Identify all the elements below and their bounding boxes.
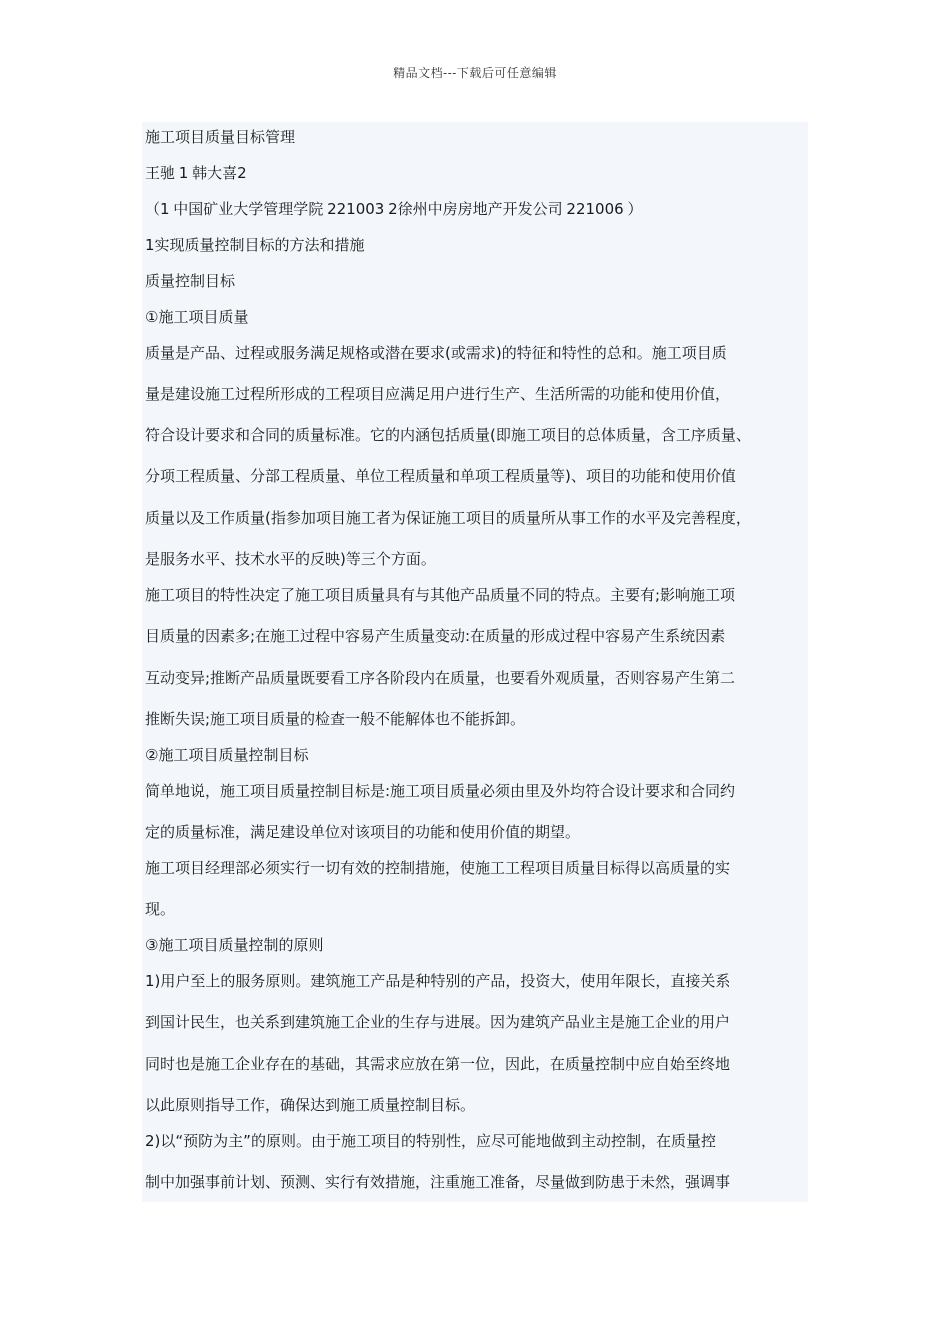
paragraph-line: 同时也是施工企业存在的基础，其需求应放在第一位，因此，在质量控制中应自始至终地 [145,1055,731,1073]
paragraph-line: 到国计民生，也关系到建筑施工企业的生存与进展。因为建筑产品业主是施工企业的用户 [145,1013,731,1031]
document-title: 施工项目质量目标管理 [145,128,296,146]
paragraph-line: 简单地说，施工项目质量控制目标是:施工项目质量必须由里及外均符合设计要求和合同约 [145,782,736,800]
document-affiliation: （1 中国矿业大学管理学院 221003 2徐州中房房地产开发公司 221006 ） [145,200,643,218]
document-authors: 王驰 1 韩大喜2 [145,164,247,182]
paragraph-line: 质量以及工作质量(指参加项目施工者为保证施工项目的质量所从事工作的水平及完善程度， [145,509,751,527]
item-heading-2: ②施工项目质量控制目标 [145,746,309,764]
page-header: 精品文档---下载后可任意编辑 [393,66,557,80]
paragraph-line: 推断失误;施工项目质量的检查一般不能解体也不能拆卸。 [145,710,526,728]
paragraph-line: 1)用户至上的服务原则。建筑施工产品是种特别的产品，投资大，使用年限长，直接关系 [145,972,731,990]
item-heading-3: ③施工项目质量控制的原则 [145,936,324,954]
document-body [142,122,808,1202]
paragraph-line: 互动变异;推断产品质量既要看工序各阶段内在质量，也要看外观质量，否则容易产生第二 [145,669,736,687]
paragraph-line: 施工项目的特性决定了施工项目质量具有与其他产品质量不同的特点。主要有;影响施工项 [145,586,736,604]
paragraph-line: 制中加强事前计划、预测、实行有效措施，注重施工准备，尽量做到防患于未然，强调事 [145,1173,731,1191]
paragraph-line: 2)以“预防为主”的原则。由于施工项目的特别性，应尽可能地做到主动控制，在质量控 [145,1132,716,1150]
paragraph-line: 定的质量标准，满足建设单位对该项目的功能和使用价值的期望。 [145,823,581,841]
paragraph-line: 是服务水平、技术水平的反映)等三个方面。 [145,550,436,568]
paragraph-line: 现。 [145,900,176,918]
paragraph-line: 符合设计要求和合同的质量标准。它的内涵包括质量(即施工项目的总体质量，含工序质量、 [145,426,751,444]
paragraph-line: 分项工程质量、分部工程质量、单位工程质量和单项工程质量等)、项目的功能和使用价值 [145,467,736,485]
paragraph-line: 以此原则指导工作，确保达到施工质量控制目标。 [145,1096,476,1114]
paragraph-line: 施工项目经理部必须实行一切有效的控制措施，使施工工程项目质量目标得以高质量的实 [145,859,731,877]
item-heading-1: ①施工项目质量 [145,308,249,326]
section-heading: 1实现质量控制目标的方法和措施 [145,236,365,254]
paragraph-line: 质量是产品、过程或服务满足规格或潜在要求(或需求)的特征和特性的总和。施工项目质 [145,344,727,362]
paragraph-line: 量是建设施工过程所形成的工程项目应满足用户进行生产、生活所需的功能和使用价值， [145,385,731,403]
paragraph-line: 目质量的因素多;在施工过程中容易产生质量变动:在质量的形成过程中容易产生系统因素 [145,627,726,645]
subsection-heading: 质量控制目标 [145,272,236,290]
